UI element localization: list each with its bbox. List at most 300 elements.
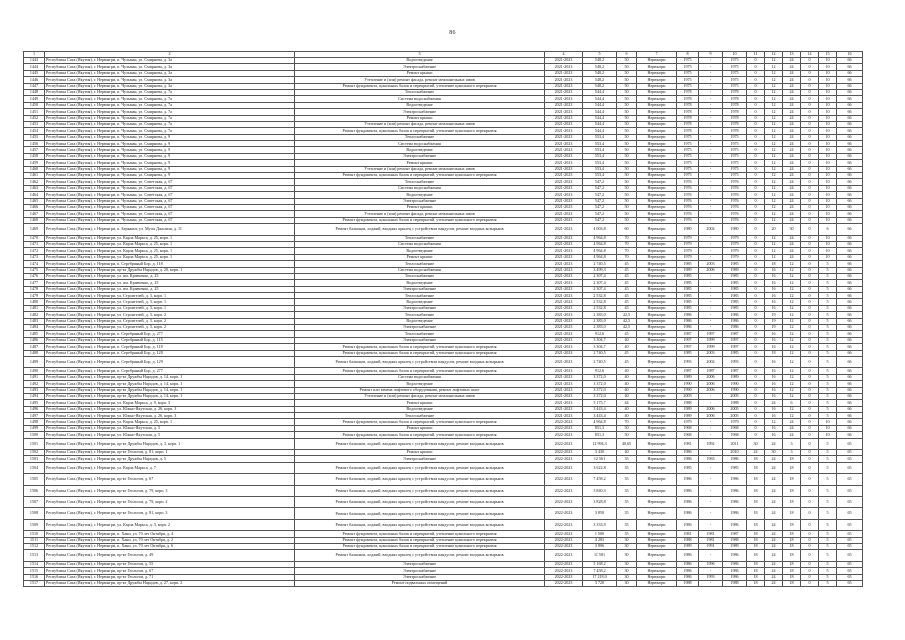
table-cell: 1986 — [723, 485, 747, 496]
table-cell: Нерюнгри — [637, 485, 677, 496]
table-cell: 10 — [819, 121, 837, 127]
table-cell: 24 — [783, 70, 801, 76]
table-cell: 0 — [801, 485, 819, 496]
table-cell: 2002 — [699, 356, 723, 367]
table-cell: - — [699, 166, 723, 172]
table-cell: Республика Саха (Якутия), г. Нерюнгри, п. Чульман, ул. Советская, д. 67 — [45, 192, 295, 198]
table-cell: 1454 — [24, 128, 45, 134]
table-cell: 2021-2023 — [545, 305, 583, 311]
table-cell: 35 — [617, 519, 637, 530]
table-cell: Республика Саха (Якутия), г. Нерюнгри, ул. Южно-Якутская, д. 5 — [45, 432, 295, 438]
table-cell: 3 333,9 — [583, 519, 617, 530]
table-cell: 40 — [617, 344, 637, 350]
table-cell: 0 — [801, 325, 819, 331]
table-cell: 35 — [617, 531, 637, 537]
table-cell: 1976 — [723, 204, 747, 210]
table-cell: Нерюнгри — [637, 141, 677, 147]
table-cell: 65 — [837, 497, 863, 508]
table-cell: 0 — [801, 456, 819, 462]
table-cell: 0 — [801, 198, 819, 204]
table-cell: 2 740,5 — [583, 261, 617, 267]
table-cell: Нерюнгри — [637, 387, 677, 393]
table-cell: 24 — [783, 58, 801, 64]
table-cell: 1993 — [677, 356, 699, 367]
table-cell: 50 — [617, 77, 637, 83]
table-cell: 1978 — [677, 121, 699, 127]
table-cell: - — [699, 89, 723, 95]
table-cell: 547,2 — [583, 198, 617, 204]
table-cell: 2 532,8 — [583, 299, 617, 305]
table-cell: 0 — [801, 580, 819, 586]
table-cell: 42,5 — [617, 318, 637, 324]
table-cell: 10 — [819, 241, 837, 247]
table-cell: 2003 — [699, 261, 723, 267]
table-cell: 547,2 — [583, 204, 617, 210]
table-cell: 1514 — [24, 561, 45, 567]
table-cell: Ремонт крыши — [295, 400, 545, 406]
table-cell: 2021-2023 — [545, 344, 583, 350]
table-cell: 24 — [765, 561, 783, 567]
table-cell: 1503 — [24, 456, 45, 462]
table-cell: 1975 — [723, 58, 747, 64]
table-cell: 12 — [783, 318, 801, 324]
table-cell: 1979 — [677, 254, 699, 260]
table-cell: 0 — [747, 96, 765, 102]
table-cell: 2021-2023 — [545, 192, 583, 198]
table-cell: - — [699, 432, 723, 438]
table-cell: 544,4 — [583, 96, 617, 102]
table-cell: 1987 — [699, 368, 723, 374]
table-cell: Теплоснабжение — [295, 235, 545, 241]
table-cell: 851,3 — [583, 425, 617, 431]
table-cell: 0 — [801, 432, 819, 438]
table-cell: 1461 — [24, 173, 45, 179]
table-cell: Республика Саха (Якутия), г. Нерюнгри, пр-кт Геологов, д. 81, корп. 3 — [45, 508, 295, 519]
table-cell: 1975 — [677, 70, 699, 76]
table-cell: 65 — [837, 438, 863, 449]
table-cell: 0 — [801, 77, 819, 83]
table-cell: 0 — [747, 179, 765, 185]
table-cell: 1988 — [677, 580, 699, 586]
table-cell: 12 — [765, 121, 783, 127]
table-cell: 1968 — [723, 425, 747, 431]
table-cell: 66 — [837, 141, 863, 147]
table-cell: 24 — [765, 531, 783, 537]
table-cell: 1507 — [24, 497, 45, 508]
table-cell: 18 — [783, 561, 801, 567]
table-cell: 50 — [617, 425, 637, 431]
table-cell: 1985 — [723, 305, 747, 311]
table-cell: 24 — [783, 217, 801, 223]
table-cell: 1978 — [677, 115, 699, 121]
table-cell: Ремонт или замена лифтового оборудования, ремонт лифтовых шахт — [295, 387, 545, 393]
table-cell: 1985 — [723, 280, 747, 286]
table-cell: Республика Саха (Якутия), г. Нерюнгри, п. Чульман, ул. Смирнова, д. 3а — [45, 58, 295, 64]
table-cell: 66 — [837, 235, 863, 241]
table-cell: 1506 — [24, 485, 45, 496]
table-cell: Система водоснабжения — [295, 267, 545, 273]
table-cell: 66 — [837, 286, 863, 292]
table-cell: 12 — [783, 344, 801, 350]
table-cell: 1487 — [24, 344, 45, 350]
table-cell: 16 — [765, 305, 783, 311]
table-cell: Республика Саха (Якутия), г. Нерюнгри, пр-кт Дружбы Народов, д. 14, корп. 1 — [45, 381, 295, 387]
table-cell: - — [699, 64, 723, 70]
table-cell: 66 — [837, 115, 863, 121]
table-cell: - — [699, 273, 723, 279]
table-cell: 0 — [747, 160, 765, 166]
table-cell: 18 — [747, 474, 765, 485]
table-cell: Республика Саха (Якутия), г. Нерюнгри, п. Чульман, ул. Смирнова, д. 7а — [45, 128, 295, 134]
table-cell: 1504 — [24, 462, 45, 473]
capital-repair-table — [23, 51, 863, 587]
table-cell: Нерюнгри — [637, 413, 677, 419]
table-row — [24, 217, 863, 223]
table-cell: 65 — [837, 450, 863, 456]
table-cell: 30 — [617, 580, 637, 586]
table-cell: 2021-2023 — [545, 70, 583, 76]
table-cell: Утепление и (или) ремонт фасада, ремонт межпанельных швов — [295, 393, 545, 399]
table-cell: Республика Саха (Якутия), г. Нерюнгри, п. Чульман, ул. Смирнова, д. 3а — [45, 70, 295, 76]
table-cell: 0 — [801, 497, 819, 508]
table-cell: Нерюнгри — [637, 267, 677, 273]
table-cell: 24 — [783, 198, 801, 204]
table-cell: 45 — [617, 286, 637, 292]
table-cell: 1449 — [24, 96, 45, 102]
table-cell: 2022-2023 — [545, 450, 583, 456]
table-cell: 1980 — [723, 224, 747, 235]
table-cell: 548,2 — [583, 77, 617, 83]
table-cell: 66 — [837, 160, 863, 166]
table-cell: 2 383,0 — [583, 325, 617, 331]
table-cell: 45 — [617, 331, 637, 337]
table-cell: - — [699, 198, 723, 204]
table-cell: 10 — [819, 217, 837, 223]
table-cell: 0 — [801, 102, 819, 108]
table-cell: Ремонт крыши — [295, 70, 545, 76]
table-cell: 547,2 — [583, 185, 617, 191]
table-cell: Республика Саха (Якутия), г. Нерюнгри, п. Чульман, ул. Смирнова, д. 9 — [45, 141, 295, 147]
table-row — [24, 580, 863, 586]
table-cell: 2021-2023 — [545, 400, 583, 406]
table-cell: - — [699, 160, 723, 166]
table-cell: 1512 — [24, 543, 45, 549]
table-cell: Республика Саха (Якутия), г. Нерюнгри, пр-кт Геологов, д. 71 — [45, 574, 295, 580]
table-cell: 2021-2023 — [545, 293, 583, 299]
table-cell: 1986 — [677, 456, 699, 462]
table-cell: 45 — [617, 356, 637, 367]
table-cell: 2021-2023 — [545, 299, 583, 305]
table-cell: 1986 — [723, 561, 747, 567]
table-cell: 12 — [765, 128, 783, 134]
table-cell: 3 828,8 — [583, 497, 617, 508]
table-cell: 1979 — [723, 248, 747, 254]
table-cell: 2 307,4 — [583, 273, 617, 279]
table-cell: 5 — [819, 561, 837, 567]
table-cell: 24 — [783, 425, 801, 431]
table-cell: 16 — [765, 267, 783, 273]
table-cell: Республика Саха (Якутия), г. Нерюнгри, ул. Строителей, д. 3, корп. 2 — [45, 318, 295, 324]
table-cell: 2021-2023 — [545, 134, 583, 140]
table-cell: Республика Саха (Якутия), г. Нерюнгри, п. Чульман, ул. Смирнова, д. 9 — [45, 153, 295, 159]
table-cell: 65 — [837, 537, 863, 543]
table-cell: 12 — [783, 393, 801, 399]
table-cell: Республика Саха (Якутия), г. Нерюнгри, пр-кт Геологов, д. 81, корп. 1 — [45, 450, 295, 456]
table-cell: 3 304,7 — [583, 344, 617, 350]
table-cell: 65 — [837, 574, 863, 580]
table-cell: 1986 — [677, 474, 699, 485]
table-cell: 12 — [765, 204, 783, 210]
table-cell: 1981 — [677, 438, 699, 449]
table-cell: 10 — [819, 128, 837, 134]
table-cell: 6 — [783, 400, 801, 406]
table-cell: 4 964,8 — [583, 235, 617, 241]
table-cell: Теплоснабжение — [295, 312, 545, 318]
table-cell: Республика Саха (Якутия), г. Нерюнгри, п. Чульман, ул. Смирнова, д. 3а — [45, 83, 295, 89]
table-cell: Республика Саха (Якутия), г. Нерюнгри, п. Чульман, ул. Смирнова, д. 7а — [45, 121, 295, 127]
table-cell: 1985 — [723, 293, 747, 299]
table-cell: 66 — [837, 147, 863, 153]
table-cell: 0 — [801, 267, 819, 273]
table-cell: 2021-2023 — [545, 368, 583, 374]
table-row — [24, 485, 863, 496]
table-cell: 12 — [765, 217, 783, 223]
table-cell: Республика Саха (Якутия), г. Нерюнгри, п. Чульман, ул. Смирнова, д. 9 — [45, 134, 295, 140]
table-cell: 2 740,5 — [583, 356, 617, 367]
capital-repair-table-sheet — [23, 51, 862, 587]
table-cell: 1975 — [723, 141, 747, 147]
table-cell: 0 — [801, 318, 819, 324]
table-cell: 66 — [837, 217, 863, 223]
table-cell: 50 — [617, 134, 637, 140]
table-cell: Электроснабжение — [295, 305, 545, 311]
table-cell: 1976 — [723, 198, 747, 204]
table-cell: 1988 — [723, 400, 747, 406]
table-cell: 66 — [837, 312, 863, 318]
table-cell: Республика Саха (Якутия), г. Нерюнгри, п. Чульман, ул. Советская, д. 67 — [45, 204, 295, 210]
table-cell: 2021-2023 — [545, 64, 583, 70]
table-cell: - — [699, 211, 723, 217]
table-cell: Республика Саха (Якутия), г. Нерюнгри, ул. Карла Маркса, д. 7 — [45, 462, 295, 473]
table-cell: 66 — [837, 400, 863, 406]
table-cell: - — [699, 192, 723, 198]
table-cell: 24 — [765, 485, 783, 496]
table-cell: 1516 — [24, 574, 45, 580]
table-cell: 0 — [801, 508, 819, 519]
table-row — [24, 173, 863, 179]
table-cell: 0 — [801, 261, 819, 267]
table-cell: - — [699, 318, 723, 324]
table-cell: Ремонт фундамента, цокольных балок и перекрытий, утепление цокольного перекрытия — [295, 368, 545, 374]
table-cell: Нерюнгри — [637, 70, 677, 76]
table-cell: Ремонт крыши — [295, 425, 545, 431]
table-cell: 1471 — [24, 241, 45, 247]
table-cell: 1460 — [24, 166, 45, 172]
table-cell: Нерюнгри — [637, 350, 677, 356]
table-cell: 1480 — [24, 299, 45, 305]
table-cell: Республика Саха (Якутия), г. Нерюнгри, п. Хани, ул. 70 лет Октября, д. 2 — [45, 537, 295, 543]
table-cell: Электроснабжение — [295, 325, 545, 331]
table-row — [24, 432, 863, 438]
table-cell: 66 — [837, 337, 863, 343]
table-cell: 1975 — [677, 83, 699, 89]
table-cell: 1999 — [699, 337, 723, 343]
table-cell: 0 — [747, 58, 765, 64]
table-cell: 1976 — [723, 211, 747, 217]
table-cell: 0 — [801, 381, 819, 387]
table-cell: 1986 — [723, 519, 747, 530]
table-cell: 0 — [801, 153, 819, 159]
table-cell: 65 — [837, 474, 863, 485]
table-cell: 18 — [783, 531, 801, 537]
table-cell: Нерюнгри — [637, 519, 677, 530]
column-number: 2 — [45, 52, 295, 58]
table-cell: 1993 — [723, 356, 747, 367]
table-cell: 1985 — [677, 273, 699, 279]
table-cell: 0 — [801, 134, 819, 140]
table-cell: 1978 — [723, 89, 747, 95]
table-cell: - — [699, 173, 723, 179]
table-cell: Нерюнгри — [637, 204, 677, 210]
table-cell: 0 — [801, 211, 819, 217]
table-cell: Электроснабжение — [295, 568, 545, 574]
table-cell: 1493 — [24, 387, 45, 393]
table-cell: 544,4 — [583, 128, 617, 134]
table-cell: 2021-2023 — [545, 96, 583, 102]
table-cell: 66 — [837, 325, 863, 331]
table-cell: 0 — [801, 356, 819, 367]
table-cell: 1968 — [723, 432, 747, 438]
table-cell: Водоотведение — [295, 147, 545, 153]
table-cell: 66 — [837, 77, 863, 83]
table-cell: 1515 — [24, 568, 45, 574]
table-cell: 0 — [747, 318, 765, 324]
table-cell: 24 — [765, 580, 783, 586]
table-cell: 7 458,2 — [583, 474, 617, 485]
table-cell: 912,6 — [583, 331, 617, 337]
table-cell: Система водоснабжения — [295, 141, 545, 147]
column-number: 13 — [783, 52, 801, 58]
table-cell: 1963 — [699, 456, 723, 462]
table-cell: Система водоснабжения — [295, 185, 545, 191]
table-cell: 1978 — [677, 102, 699, 108]
table-cell: 0 — [801, 393, 819, 399]
table-cell: 65 — [837, 519, 863, 530]
table-cell: 1976 — [677, 179, 699, 185]
table-cell: Республика Саха (Якутия), г. Нерюнгри, п. Серебряный Бор, д. 120 — [45, 350, 295, 356]
table-cell: Республика Саха (Якутия), г. Нерюнгри, ул. Карла Маркса, д. 25, корп. 1 — [45, 248, 295, 254]
table-cell: 1975 — [677, 166, 699, 172]
table-cell: 0 — [747, 121, 765, 127]
table-cell: 45 — [617, 267, 637, 273]
table-cell: 1997 — [723, 344, 747, 350]
table-cell: 42,5 — [617, 312, 637, 318]
table-cell: 12 561 — [583, 456, 617, 462]
table-cell: 1446 — [24, 77, 45, 83]
table-cell: 16 — [765, 393, 783, 399]
table-cell: 553,4 — [583, 134, 617, 140]
table-cell: Ремонт фундамента, цокольных балок и перекрытий, утепление цокольного перекрытия — [295, 350, 545, 356]
table-cell: 0 — [747, 128, 765, 134]
table-cell: 4 964,8 — [583, 241, 617, 247]
table-cell: 12 — [783, 406, 801, 412]
table-cell: 1991 — [699, 543, 723, 549]
table-cell: 1989 — [723, 543, 747, 549]
table-cell: Ремонт фундамента, цокольных балок и перекрытий, утепление цокольного перекрытия — [295, 83, 545, 89]
table-cell: - — [699, 204, 723, 210]
table-cell: 2021-2023 — [545, 280, 583, 286]
table-cell: 16 — [765, 413, 783, 419]
table-cell: 2021-2023 — [545, 337, 583, 343]
table-cell: 24 — [765, 568, 783, 574]
table-cell: - — [699, 580, 723, 586]
table-cell: Нерюнгри — [637, 109, 677, 115]
table-cell: Нерюнгри — [637, 368, 677, 374]
table-cell: 0 — [747, 198, 765, 204]
table-cell: 1968 — [677, 425, 699, 431]
table-row — [24, 356, 863, 367]
table-cell: 1990 — [677, 381, 699, 387]
table-cell: 2006 — [699, 381, 723, 387]
table-cell: 12 — [765, 141, 783, 147]
table-cell: 0 — [747, 273, 765, 279]
table-cell: Республика Саха (Якутия), г. Нерюнгри, пр-кт Геологов, д. 79, корп. 3 — [45, 485, 295, 496]
table-cell: 12 — [765, 419, 783, 425]
table-cell: - — [699, 312, 723, 318]
table-cell: 1517 — [24, 580, 45, 586]
table-cell: Ремонт балконов, лоджий, входных крылец с устройством пандусов, ремонт входных козырьков — [295, 224, 545, 235]
table-cell: 16 — [765, 299, 783, 305]
table-cell: Республика Саха (Якутия), г. Нерюнгри, п. Чульман, ул. Смирнова, д. 9 — [45, 147, 295, 153]
table-cell: 18 — [747, 531, 765, 537]
table-cell: - — [699, 254, 723, 260]
table-row — [24, 344, 863, 350]
table-cell: 1501 — [24, 438, 45, 449]
table-cell: 66 — [837, 241, 863, 247]
table-cell: 2021-2023 — [545, 318, 583, 324]
table-cell: Водоотведение — [295, 192, 545, 198]
table-cell: 66 — [837, 305, 863, 311]
table-cell: 0 — [747, 185, 765, 191]
table-cell: 0 — [747, 141, 765, 147]
table-cell: 0 — [747, 109, 765, 115]
table-cell: 1466 — [24, 204, 45, 210]
table-cell: 10 — [819, 58, 837, 64]
table-row — [24, 474, 863, 485]
table-cell: Нерюнгри — [637, 192, 677, 198]
table-cell: 1986 — [677, 450, 699, 456]
table-cell: 0 — [801, 147, 819, 153]
table-cell: 50 — [617, 115, 637, 121]
table-cell: 65 — [837, 580, 863, 586]
table-cell: 1987 — [677, 331, 699, 337]
table-cell: Нерюнгри — [637, 248, 677, 254]
table-cell: 553,4 — [583, 153, 617, 159]
table-cell: 2021-2023 — [545, 217, 583, 223]
table-cell: 10 — [819, 147, 837, 153]
table-cell: Нерюнгри — [637, 550, 677, 561]
table-cell: 4 283 — [583, 537, 617, 543]
table-cell: 10 — [819, 166, 837, 172]
table-cell: 5 175,7 — [583, 400, 617, 406]
table-row — [24, 166, 863, 172]
column-number: 14 — [801, 52, 819, 58]
table-cell: 1989 — [677, 406, 699, 412]
table-cell: Нерюнгри — [637, 241, 677, 247]
table-cell: 1987 — [723, 331, 747, 337]
table-cell: - — [699, 109, 723, 115]
table-cell: 1978 — [677, 128, 699, 134]
